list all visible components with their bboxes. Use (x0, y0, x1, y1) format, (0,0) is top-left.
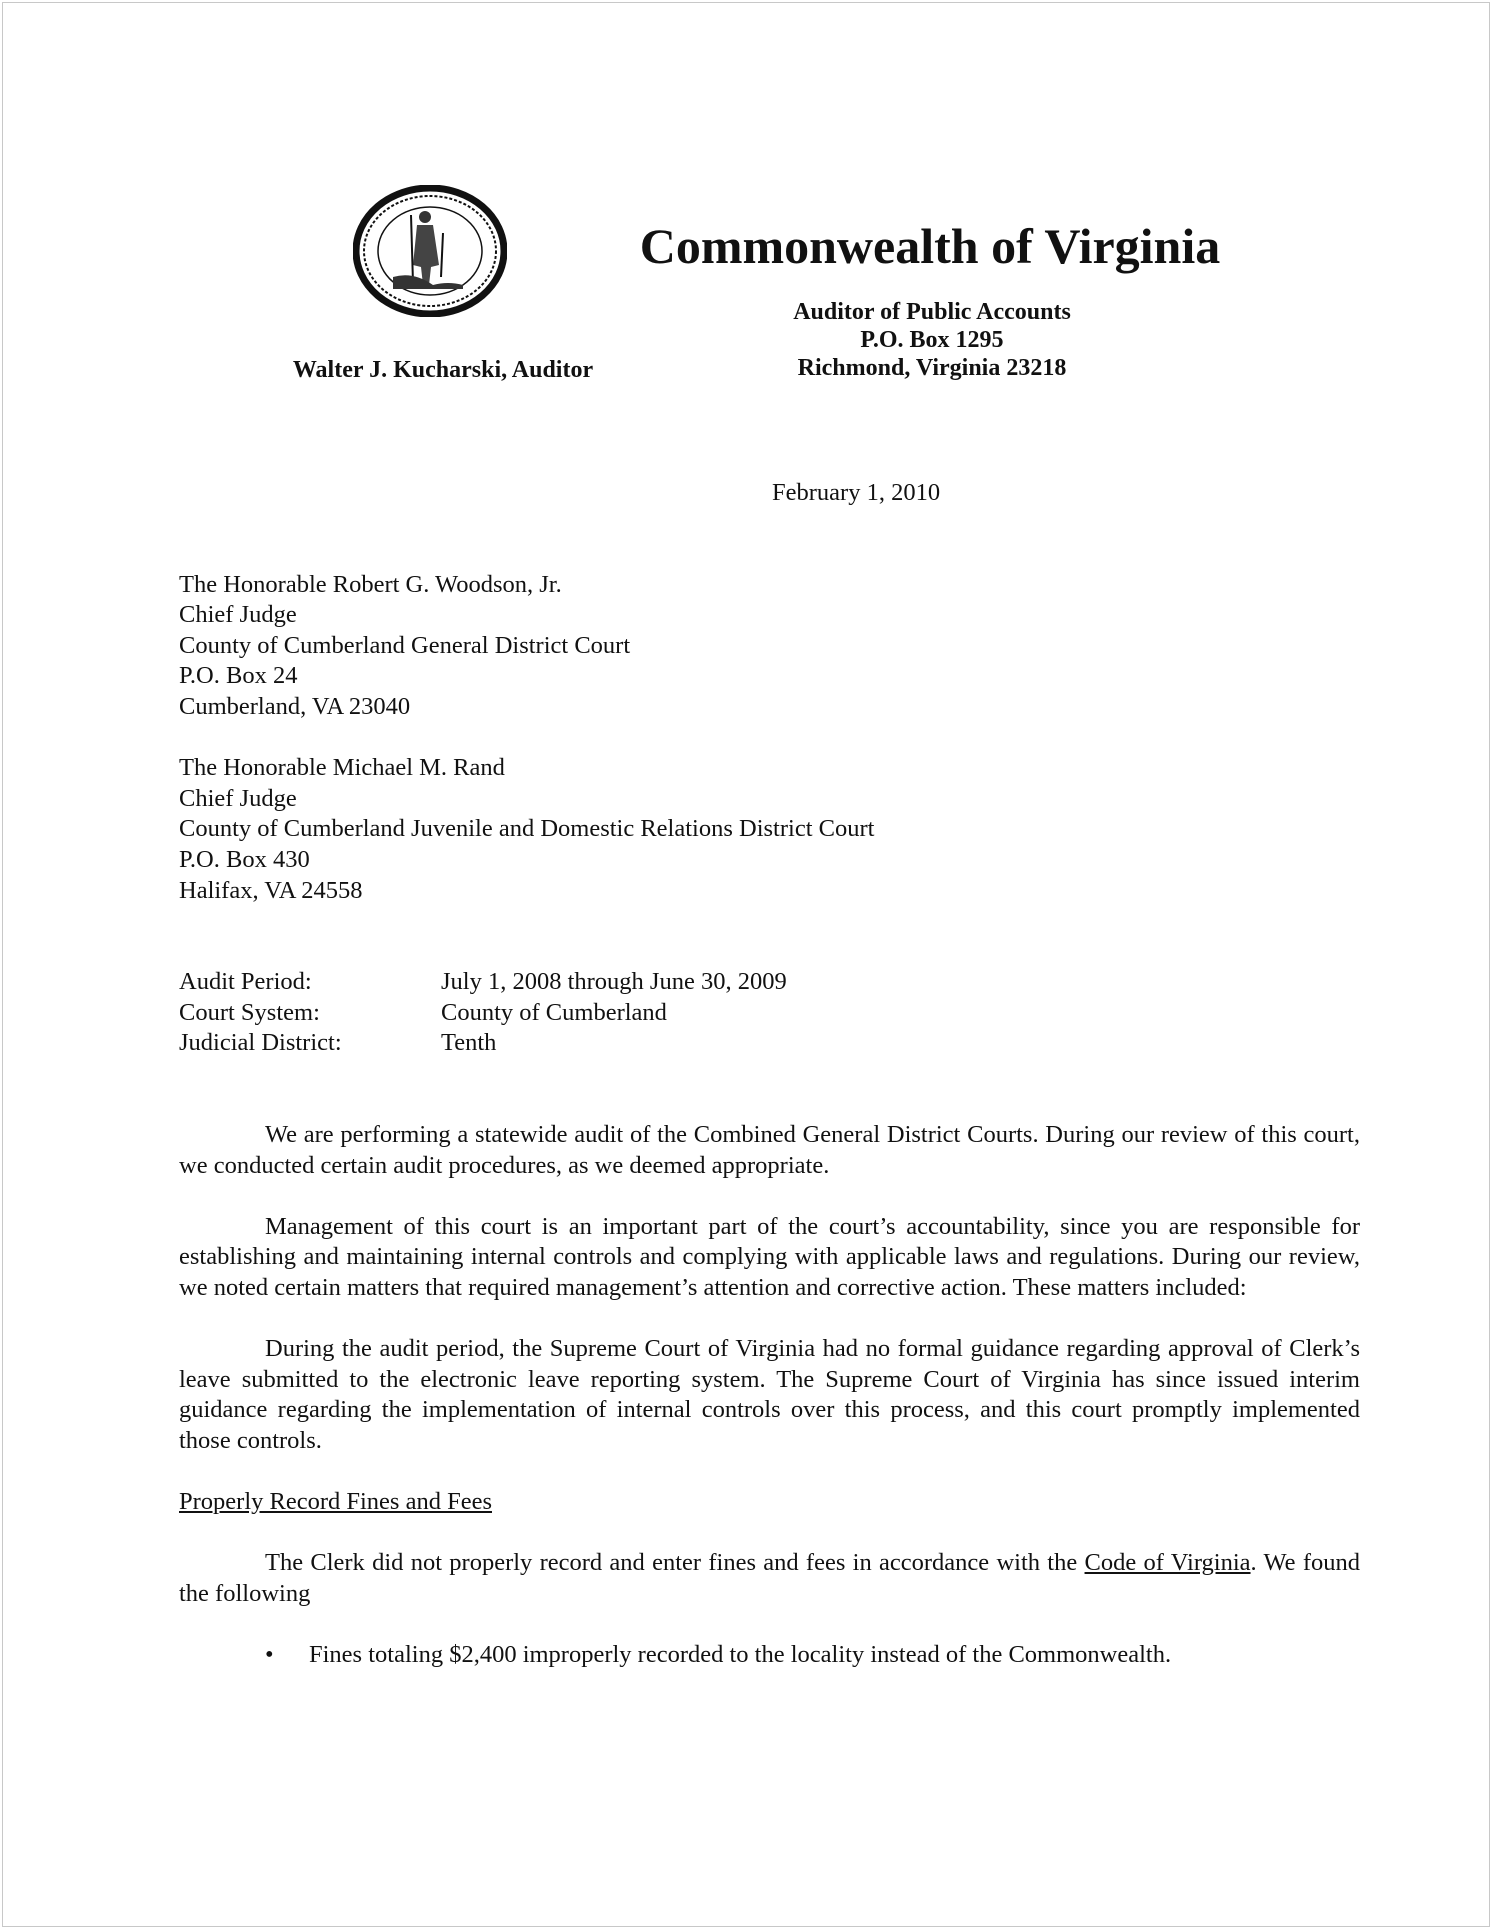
letter-date: February 1, 2010 (772, 479, 941, 506)
auditor-name: Walter J. Kucharski, Auditor (292, 357, 594, 383)
paragraph-text: The Clerk did not properly record and enter fines and fees in accordance with the (265, 1549, 1085, 1577)
virginia-seal-logo (353, 185, 507, 317)
recipient-address (179, 753, 1360, 906)
address-line: P.O. Box 430 (179, 845, 310, 873)
audit-info-value: County of Cumberland (441, 998, 667, 1026)
section-heading-text: Properly Record Fines and Fees (179, 1488, 492, 1516)
audit-info-label: Judicial District: (179, 1029, 342, 1057)
bullet-icon: • (265, 1641, 274, 1668)
section-heading (179, 1487, 1360, 1518)
letter-body (179, 478, 1360, 1671)
address-line: Cumberland, VA 23040 (179, 692, 411, 720)
paragraph-text: Management of this court is an important part of the court’s accountability, since you are responsible for establishing and maintaining internal controls and complying with applicable laws and regulations. During our review, we noted certain matters that required management’s attention and corrective action. These matters included: (179, 1212, 1360, 1301)
audit-info-row (179, 998, 1360, 1029)
address-line: Chief Judge (179, 784, 297, 812)
audit-info-label: Court System: (179, 998, 320, 1026)
office-po-box: P.O. Box 1295 (860, 327, 1004, 353)
letterhead-title: Commonwealth of Virginia (639, 218, 1221, 274)
bullet-item (265, 1640, 1360, 1671)
bullet-text: Fines totaling $2,400 improperly recorded to the locality instead of the Commonwealth. (309, 1641, 1172, 1668)
audit-info-value: July 1, 2008 through June 30, 2009 (441, 968, 787, 996)
paragraph-text: During the audit period, the Supreme Court of Virginia had no formal guidance regarding approval of Clerk’s leave submitted to the electronic leave reporting system. The Supreme Court of Virginia has since issued interim guidance regarding the implementation of internal controls over this process, and this court promptly implemented those controls. (179, 1335, 1360, 1454)
audit-info-label: Audit Period: (179, 968, 312, 996)
audit-info (179, 967, 1360, 1059)
audit-info-value: Tenth (441, 1029, 497, 1057)
address-line: County of Cumberland General District Court (179, 631, 631, 659)
paragraph-text: . We found the following (179, 1549, 1360, 1607)
audit-info-row (179, 1028, 1360, 1059)
audit-info-row (179, 967, 1360, 998)
office-name: Auditor of Public Accounts (793, 299, 1071, 325)
body-paragraph (179, 1120, 1360, 1181)
address-line: P.O. Box 24 (179, 662, 298, 690)
body-paragraph (179, 1212, 1360, 1304)
code-of-virginia-reference: Code of Virginia (1084, 1549, 1251, 1577)
address-line: The Honorable Michael M. Rand (179, 754, 505, 782)
office-city: Richmond, Virginia 23218 (797, 355, 1067, 381)
recipient-address (179, 570, 1360, 723)
address-line: The Honorable Robert G. Woodson, Jr. (179, 570, 562, 598)
paragraph-text: We are performing a statewide audit of the Combined General District Courts. During our review of this court, we conducted certain audit procedures, as we deemed appropriate. (179, 1120, 1360, 1179)
body-paragraph (179, 1548, 1360, 1609)
address-line: Chief Judge (179, 601, 297, 629)
body-paragraph (179, 1334, 1360, 1456)
office-address (732, 298, 1132, 382)
address-line: Halifax, VA 24558 (179, 876, 363, 904)
address-line: County of Cumberland Juvenile and Domestic Relations District Court (179, 815, 875, 843)
